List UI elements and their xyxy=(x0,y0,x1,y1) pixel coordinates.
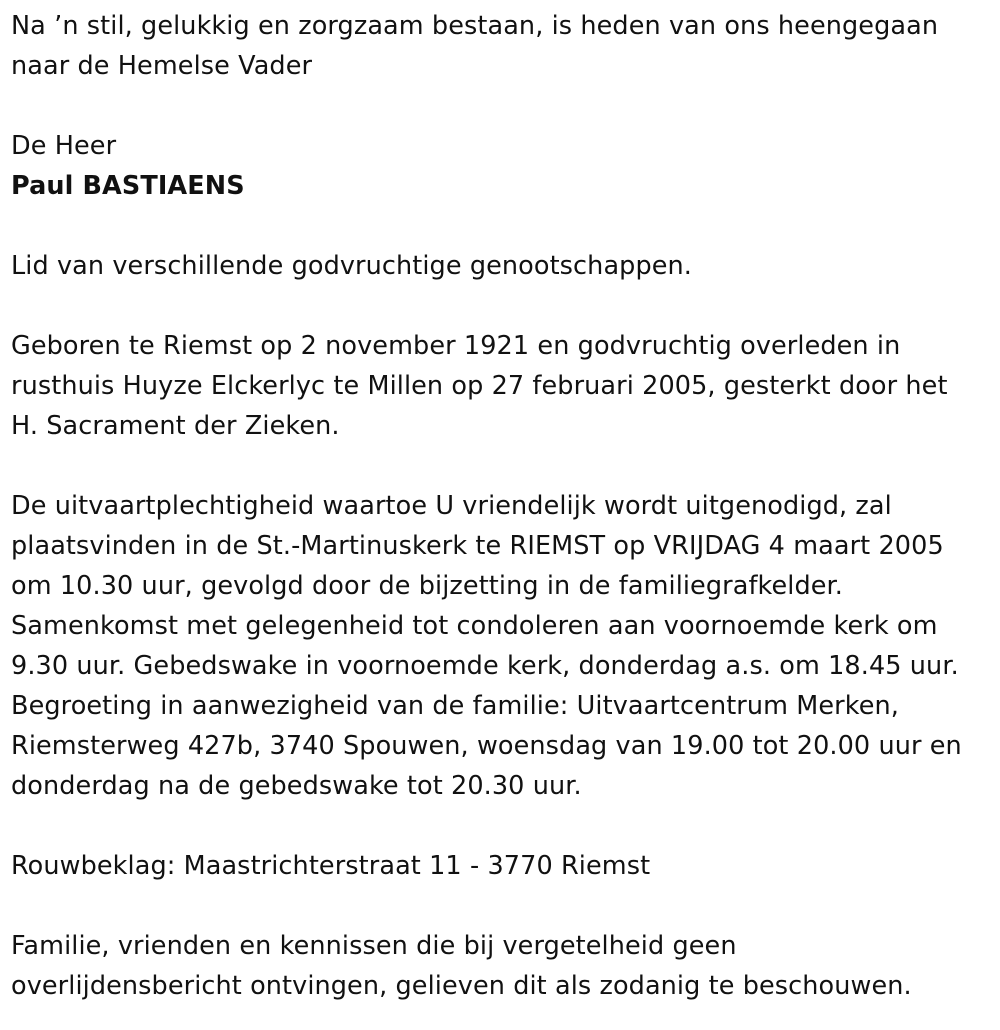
funeral-line: Riemsterweg 427b, 3740 Spouwen, woensdag van 19.00 tot 20.00 uur en xyxy=(11,731,962,761)
closing-line: overlijdensbericht ontvingen, gelieven dit als zodanig te beschouwen. xyxy=(11,971,912,1001)
funeral-line: Begroeting in aanwezigheid van de familie: Uitvaartcentrum Merken, xyxy=(11,691,899,721)
birth-death-line: H. Sacrament der Zieken. xyxy=(11,411,340,441)
closing-line: Familie, vrienden en kennissen die bij vergetelheid geen xyxy=(11,931,737,961)
funeral-line: om 10.30 uur, gevolgd door de bijzetting in de familiegrafkelder. xyxy=(11,571,843,601)
funeral-line: plaatsvinden in de St.-Martinuskerk te RIEMST op VRIJDAG 4 maart 2005 xyxy=(11,531,944,561)
membership-line: Lid van verschillende godvruchtige genootschappen. xyxy=(11,251,692,281)
obituary-notice xyxy=(11,6,996,1006)
funeral-line: donderdag na de gebedswake tot 20.30 uur. xyxy=(11,771,582,801)
intro-line: naar de Hemelse Vader xyxy=(11,51,313,81)
funeral-line: De uitvaartplechtigheid waartoe U vriendelijk wordt uitgenodigd, zal xyxy=(11,491,892,521)
birth-death-paragraph xyxy=(11,326,996,446)
membership-paragraph xyxy=(11,246,996,286)
birth-death-line: Geboren te Riemst op 2 november 1921 en godvruchtig overleden in xyxy=(11,331,901,361)
funeral-line: Samenkomst met gelegenheid tot condoleren aan voornoemde kerk om xyxy=(11,611,938,641)
salutation: De Heer xyxy=(11,131,117,161)
deceased-block xyxy=(11,126,996,206)
condolence-paragraph xyxy=(11,846,996,886)
funeral-line: 9.30 uur. Gebedswake in voornoemde kerk, donderdag a.s. om 18.45 uur. xyxy=(11,651,959,681)
intro-paragraph xyxy=(11,6,996,86)
condolence-line: Rouwbeklag: Maastrichterstraat 11 - 3770 Riemst xyxy=(11,851,651,881)
closing-paragraph xyxy=(11,926,996,1006)
funeral-paragraph xyxy=(11,486,996,806)
deceased-name: Paul BASTIAENS xyxy=(11,171,245,201)
intro-line: Na ’n stil, gelukkig en zorgzaam bestaan, is heden van ons heengegaan xyxy=(11,11,939,41)
birth-death-line: rusthuis Huyze Elckerlyc te Millen op 27 februari 2005, gesterkt door het xyxy=(11,371,948,401)
